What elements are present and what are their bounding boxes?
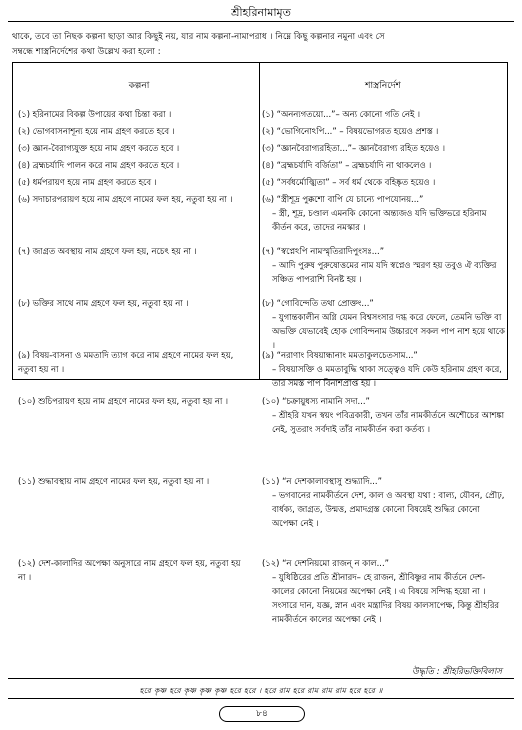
mahamantra-footer: হরে কৃষ্ণ হরে কৃষ্ণ কৃষ্ণ কৃষ্ণ হরে হরে । হরে রাম হরে রাম রাম রাম হরে হরে ॥ — [139, 686, 383, 695]
table-row-7-quote: (৭) “স্বপ্নেঽপি নামস্মৃতিরাদিপুংসঃ...” — [262, 246, 385, 256]
page-number: ৮৪ — [219, 706, 305, 722]
table-row-5-left: (৫) ধর্মপরায়ণ হয়ে নাম গ্রহণ করতে হবে । — [18, 177, 157, 187]
table-row-8-left: (৮) ভক্তির সাথে নাম গ্রহণে ফল হয়, নতুবা হয় না । — [18, 298, 189, 308]
table-row-12-explanation: – যুধিষ্ঠিরের প্রতি শ্রীনারদ– হে রাজন, শ্রীবিষ্ণুর নাম কীর্তনে দেশ-কালের কোনো নিয়মের অপেক্ষা নেই । এ বিষয়ে সন্দিগ্ধ হয়ো না । সংসারে দান, যজ্ঞ, স্নান এবং মন্ত্রাদির বিষয় কালসাপেক্ষ, কিন্তু শ্রীহরির নামকীর্তনে কালের অপেক্ষা নেই । — [272, 572, 500, 624]
table-row-7-right — [262, 244, 507, 286]
table-row-12-right — [262, 556, 507, 626]
table-row-10-left: (১০) শুচিপরায়ণ হয়ে নাম গ্রহণে নামের ফল হয়, নতুবা হয় না । — [18, 396, 228, 406]
source-citation: উদ্ধৃতি : শ্রীহরিভক্তিবিলাস — [412, 667, 502, 677]
table-row-10-explanation: – শ্রীহরি যখন স্বয়ং পবিত্রকারী, তখন তাঁর নামকীর্তনে অশৌচের আশঙ্কা নেই, সুতরাং সর্বদাই তাঁর নামকীর্তন করা কর্তব্য । — [272, 410, 505, 434]
table-row-8-explanation: – যুগান্তকালীন অগ্নি যেমন বিশ্বসংসার দগ্ধ করে ফেলে, তেমনি ভক্তি বা অভক্তি যেভাবেই হোক গোবিন্দনাম উচ্চারণে সকল পাপ নাশ হয়ে থাকে । — [272, 312, 505, 350]
table-row-11-quote: (১১) “ন দেশকালাবস্থাসু শুদ্ধ্যাদি...” — [262, 476, 382, 486]
column-header-right: শাস্ত্রনির্দেশ — [365, 81, 401, 91]
header-divider — [8, 21, 514, 22]
table-row-8-right — [262, 296, 507, 352]
table-row-11-explanation: – ভগবানের নামকীর্তনে দেশ, কাল ও অবস্থা যথা : বাল্য, যৌবন, প্রৌঢ়, বার্ধক্য, জাগ্রত, উন্মত্ত, প্রমাদগ্রস্ত কোনো বিষয়েই শুদ্ধির কোনো অপেক্ষা নেই । — [272, 490, 505, 528]
table-row-6-right — [262, 192, 507, 234]
table-row-12-left: (১২) দেশ-কালাদির অপেক্ষা অনুসারে নাম গ্রহণে ফল হয়, নতুবা হয় না । — [18, 558, 241, 582]
table-row-12-quote: (১২) “ন দেশনিয়মো রাজন্ ন কাল...” — [262, 558, 389, 568]
table-row-2-right: (২) “ভোগিনোঽপি...” – বিষয়ভোগরত হয়েও প্রশস্ত । — [262, 126, 439, 136]
table-row-1-left: (১) হরিনামের বিকল্প উপায়ের কথা চিন্তা করা । — [18, 109, 172, 119]
table-row-11-right — [262, 474, 507, 530]
table-row-9-left: (৯) বিষয়-বাসনা ও মমতাদি ত্যাগ করে নাম গ্রহণে নামের ফল হয়, নতুবা হয় না । — [18, 350, 234, 374]
intro-line-1: থাকে, তবে তা নিছক কল্পনা ছাড়া আর কিছুই নয়, যার নাম কল্পনা-নামাপরাধ । নিম্নে কিছু কল্পনার নমুনা এবং সে — [12, 32, 385, 42]
footer-divider-bottom — [8, 698, 514, 699]
table-row-5-right: (৫) “সর্বধর্মোজ্ঝিতা” – সর্ব ধর্ম থেকে বহিষ্কৃত হয়েও । — [262, 177, 436, 187]
table-row-7-explanation: – আদি পুরুষ পুরুষোত্তমের নাম যদি স্বপ্নেও স্মরণ হয় তবুও ঐ ব্যক্তির সঞ্চিত পাপরাশি বিনষ্ট হয় । — [272, 260, 497, 284]
table-row-10-right — [262, 394, 507, 436]
table-row-1-right: (১) “অনন্যগতয়ো...”– অন্য কোনো গতি নেই । — [262, 109, 421, 119]
table-row-11-left: (১১) শুদ্ধাবস্থায় নাম গ্রহণে নামের ফল হয়, নতুবা হয় না । — [18, 476, 210, 486]
table-row-3-left: (৩) জ্ঞান-বৈরাগ্যযুক্ত হয়ে নাম গ্রহণ করতে হবে । — [18, 143, 180, 153]
table-row-6-explanation: – স্ত্রী, শূদ্র, চণ্ডাল এমনকি কোনো অন্ত্যজও যদি ভক্তিভরে হরিনাম কীর্তন করে, তাদের নমস্কার । — [272, 208, 487, 232]
table-row-8-quote: (৮) “গোবিন্দেতি তথা প্রোক্তং...” — [262, 298, 374, 308]
footer-divider-top — [8, 678, 514, 679]
table-row-3-right: (৩) “জ্ঞানবৈরাগ্যরহিতা...”– জ্ঞানবৈরাগ্য রহিত হয়েও । — [262, 143, 445, 153]
table-row-4-left: (৪) ব্রহ্মচর্যাদি পালন করে নাম গ্রহণ করতে হবে । — [18, 160, 180, 170]
intro-line-2: সম্বন্ধে শাস্ত্রনির্দেশের কথা উল্লেখ করা হলো : — [12, 47, 161, 57]
column-divider — [259, 63, 260, 379]
table-row-9-quote: (৯) “নরাণাং বিষয়ান্ধানাং মমতাকুলচেতসাম...” — [262, 350, 418, 360]
table-row-6-quote: (৬) “স্ত্রীশূদ্র পুক্কশো বাপি যে চান্যে পাপযোনয়...” — [262, 194, 424, 204]
table-row-9-right — [262, 348, 507, 390]
table-row-6-left: (৬) সদাচারপরায়ণ হয়ে নাম গ্রহণে নামের ফল হয়, নতুবা হয় না । — [18, 194, 233, 204]
table-row-7-left: (৭) জাগ্রত অবস্থায় নাম গ্রহণে ফল হয়, নচেৎ হয় না । — [18, 246, 197, 256]
page-header-title: শ্রীহরিনামামৃত — [231, 6, 291, 19]
table-row-4-right: (৪) “ব্রহ্মচর্যাদি বর্জিতা” – ব্রহ্মচর্যাদি না থাকলেও । — [262, 160, 432, 170]
table-row-2-left: (২) ভোগবাসনাশূন্য হয়ে নাম গ্রহণ করতে হবে । — [18, 126, 175, 136]
table-row-9-explanation: – বিষয়াসক্তি ও মমতাবুদ্ধি থাকা সত্ত্বেও যদি কেউ হরিনাম গ্রহণ করে, তার সমস্ত পাপ বিনাশপ্রাপ্ত হয় । — [272, 364, 502, 388]
table-row-10-quote: (১০) “চক্রায়ুধস্য নামানি সদা...” — [262, 396, 370, 406]
column-header-left: কল্পনা — [128, 81, 150, 91]
intro-paragraph — [12, 30, 512, 60]
